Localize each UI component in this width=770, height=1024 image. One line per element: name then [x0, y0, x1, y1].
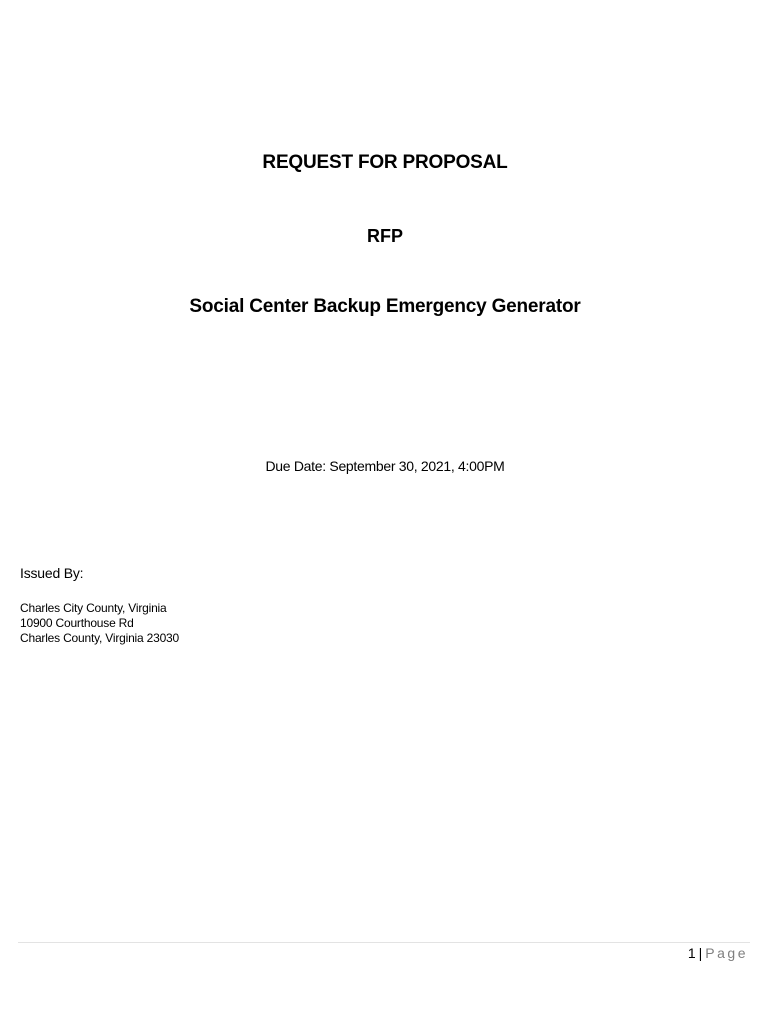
issuer-line-2: 10900 Courthouse Rd	[20, 616, 134, 630]
rfp-code: RFP	[367, 226, 403, 246]
page-number	[688, 945, 748, 961]
rfp-heading: REQUEST FOR PROPOSAL	[262, 152, 508, 173]
due-date: Due Date: September 30, 2021, 4:00PM	[265, 458, 505, 474]
rfp-subject: Social Center Backup Emergency Generator	[189, 296, 581, 317]
page-number-value: 1	[687, 945, 696, 961]
issuer-line-1: Charles City County, Virginia	[20, 601, 167, 615]
issuer-address	[20, 601, 179, 646]
issued-by-label: Issued By:	[20, 565, 84, 581]
footer-divider	[18, 942, 750, 943]
issuer-line-3: Charles County, Virginia 23030	[20, 631, 179, 645]
page-number-separator: |	[698, 945, 703, 961]
page-word: Page	[705, 945, 748, 961]
